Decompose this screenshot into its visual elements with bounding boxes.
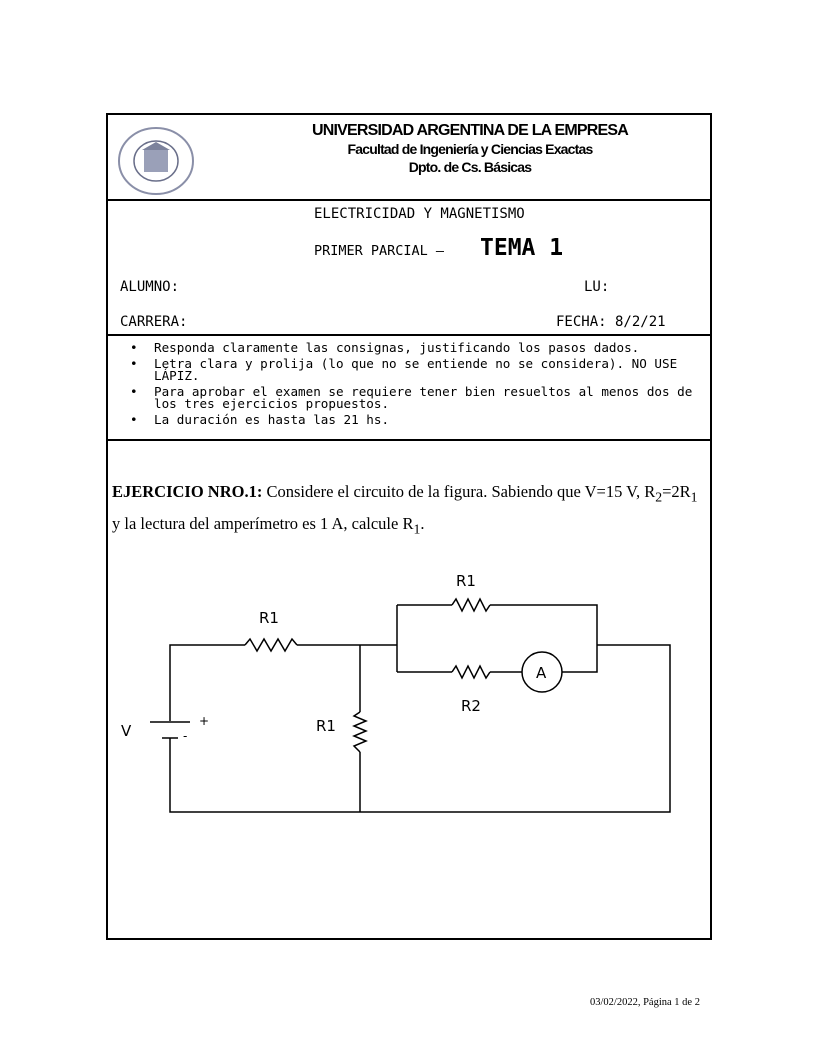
carrera-label: CARRERA: bbox=[120, 314, 188, 330]
fecha-label: FECHA: 8/2/21 bbox=[556, 314, 666, 330]
exercise-text: =2R bbox=[662, 482, 691, 501]
resistor-shunt bbox=[354, 712, 366, 752]
instruction-item: • Letra clara y prolija (lo que no se entiende no se considera). NO USE LÁPIZ. bbox=[130, 358, 708, 382]
exercise-text: . bbox=[420, 514, 425, 534]
instruction-item: • La duración es hasta las 21 hs. bbox=[130, 414, 708, 426]
subscript: 1 bbox=[413, 521, 421, 537]
resistor-parallel-bottom bbox=[452, 666, 490, 678]
instruction-item: • Responda claramente las consignas, justificando los pasos dados. bbox=[130, 342, 708, 354]
exercise-text: Considere el circuito de la figura. Sabiendo que V=15 V, R bbox=[262, 482, 656, 501]
label-r-parallel-top: R1 bbox=[456, 572, 476, 590]
exercise-title: EJERCICIO NRO.1: bbox=[112, 482, 263, 501]
subject-title: ELECTRICIDAD Y MAGNETISMO bbox=[314, 206, 525, 222]
ammeter-label: A bbox=[536, 664, 547, 682]
resistor-parallel-top bbox=[452, 599, 490, 611]
minus-sign: - bbox=[183, 729, 188, 743]
department-name: Dpto. de Cs. Básicas bbox=[408, 159, 532, 175]
source-label: V bbox=[121, 722, 132, 740]
page-footer: 03/02/2022, Página 1 de 2 bbox=[590, 997, 700, 1008]
resistor-series bbox=[245, 639, 297, 651]
exercise-text: y la lectura del amperímetro es 1 A, calcule R bbox=[112, 514, 414, 534]
label-r-series: R1 bbox=[259, 609, 279, 627]
subscript: 2 bbox=[655, 489, 663, 505]
plus-sign: + bbox=[199, 714, 210, 728]
label-r-shunt: R1 bbox=[316, 717, 336, 735]
instruction-item: • Para aprobar el examen se requiere tener bien resueltos al menos dos de los tres ejercicios propuestos. bbox=[130, 386, 708, 410]
university-name: UNIVERSIDAD ARGENTINA DE LA EMPRESA bbox=[311, 122, 629, 139]
lu-label: LU: bbox=[584, 279, 610, 295]
faculty-name: Facultad de Ingeniería y Ciencias Exactas bbox=[347, 141, 593, 157]
label-r-parallel-bottom: R2 bbox=[461, 697, 481, 715]
wires bbox=[170, 605, 670, 812]
subscript: 1 bbox=[690, 489, 698, 505]
alumno-label: ALUMNO: bbox=[120, 279, 180, 295]
tema-label: TEMA 1 bbox=[480, 235, 564, 261]
exam-name: PRIMER PARCIAL – bbox=[314, 243, 445, 259]
